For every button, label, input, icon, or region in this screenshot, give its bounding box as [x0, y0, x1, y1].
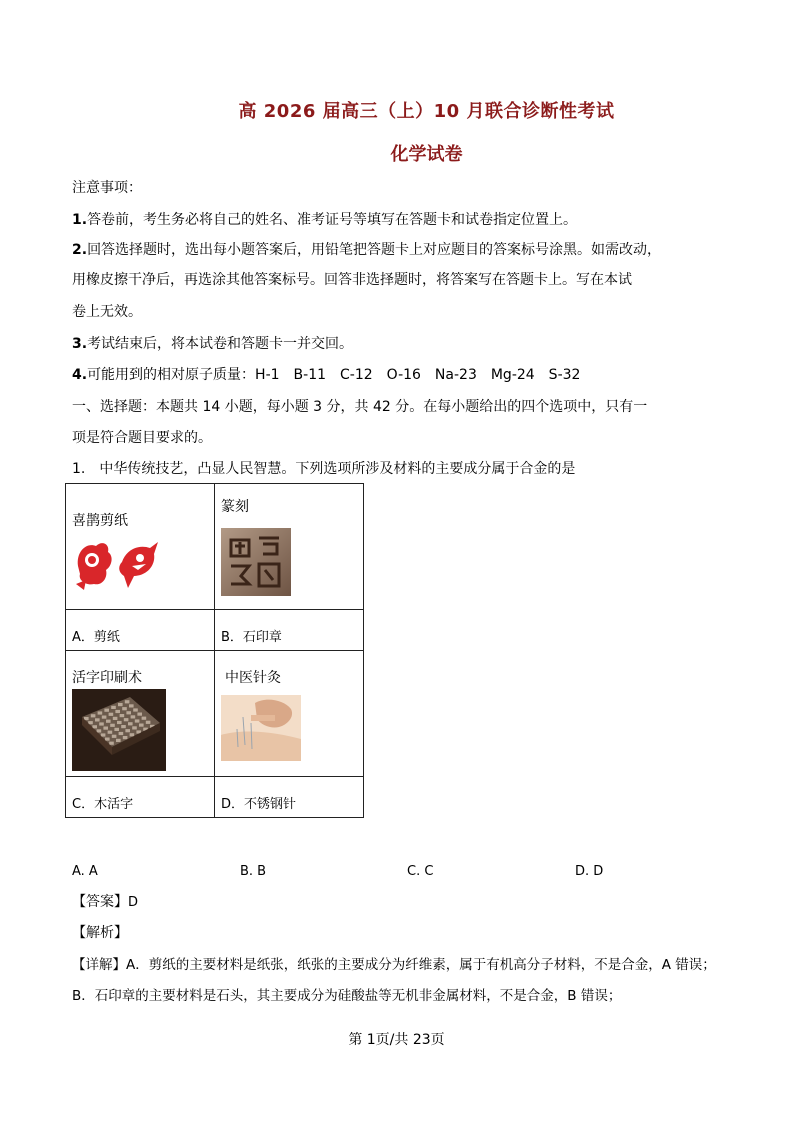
option-c-label-cell: [66, 777, 215, 818]
notice-item-4-number: 4.: [72, 367, 88, 383]
type-block: [111, 706, 116, 709]
type-block: [137, 713, 142, 716]
type-block: [102, 716, 107, 719]
type-block: [108, 731, 113, 734]
stone-seal-image: [221, 528, 291, 596]
option-a-label-cell: [66, 610, 215, 651]
type-block: [88, 721, 93, 724]
type-block: [125, 729, 130, 732]
type-block: [106, 720, 111, 723]
type-block: [119, 732, 124, 735]
type-block: [92, 725, 97, 728]
type-block: [142, 717, 147, 720]
notice-item-1-text: 答卷前，考生务必将自己的姓名、准考证号等填写在答题卡和试卷指定位置上。: [87, 212, 578, 228]
type-block: [98, 711, 103, 714]
detail-line-2: B．石印章的主要材料是石头，其主要成分为硅酸盐等无机非金属材料，不是合金，B 错误；: [72, 988, 622, 1004]
section-instruction-line1: 一、选择题：本题共 14 小题，每小题 3 分，共 42 分。在每小题给出的四个选项中，只有一: [72, 399, 648, 415]
acupuncture-image: [221, 695, 301, 761]
notice-heading: 注意事项：: [72, 180, 142, 196]
type-block: [113, 717, 118, 720]
type-block: [114, 728, 119, 731]
type-block: [121, 725, 126, 728]
type-block: [126, 711, 131, 714]
option-a-label: A．剪纸: [72, 630, 120, 645]
choice-b: B. B: [240, 864, 267, 879]
type-block: [129, 704, 134, 707]
choice-c: C. C: [407, 864, 434, 879]
option-c-label: C．木活字: [72, 797, 134, 812]
type-block: [105, 738, 110, 741]
notice-item-3-text: 考试结束后，将本试卷和答题卡一并交回。: [87, 336, 354, 352]
option-c-image-title: 活字印刷术: [72, 670, 142, 686]
question-1-stem: 1. 中华传统技艺，凸显人民智慧。下列选项所涉及材料的主要成分属于合金的是: [72, 461, 576, 477]
type-block: [116, 739, 121, 742]
notice-item-4-text: 可能用到的相对原子质量：H-1 B-11 C-12 O-16 Na-23 Mg-24 S-32: [87, 367, 581, 383]
option-b-image-title: 篆刻: [221, 499, 249, 515]
notice-item-2-line3: 卷上无效。: [72, 304, 142, 320]
notice-item-3: [72, 334, 353, 354]
type-block: [95, 718, 100, 721]
type-block: [118, 703, 123, 706]
type-block: [130, 733, 135, 736]
type-block: [99, 722, 104, 725]
type-block: [120, 714, 125, 717]
notice-item-1-number: 1.: [72, 212, 88, 228]
type-block: [123, 736, 128, 739]
option-c-image-cell: [66, 651, 215, 777]
answer: [72, 892, 138, 913]
type-block: [131, 715, 136, 718]
choice-d: D. D: [575, 864, 604, 879]
type-block: [112, 735, 117, 738]
exam-title: 高 2026 届高三（上）10 月联合诊断性考试: [238, 101, 615, 122]
notice-item-3-number: 3.: [72, 336, 88, 352]
answer-label: 【答案】: [72, 894, 128, 910]
type-block: [110, 724, 115, 727]
type-block: [132, 726, 137, 729]
exam-subtitle: 化学试卷: [390, 144, 463, 165]
type-block: [97, 729, 102, 732]
answer-value: D: [128, 895, 139, 910]
notice-item-2-line2: 用橡皮擦干净后，再选涂其他答案标号。回答非选择题时，将答案写在答题卡上。写在本试: [72, 272, 632, 288]
type-block: [103, 727, 108, 730]
type-block: [139, 724, 144, 727]
notice-item-4: [72, 365, 580, 385]
type-block: [91, 714, 96, 717]
notice-item-1: [72, 210, 577, 230]
type-block: [101, 733, 106, 736]
section-instruction-line2: 项是符合题目要求的。: [72, 430, 212, 446]
type-block: [128, 722, 133, 725]
detail-label: 【详解】: [72, 957, 126, 973]
notice-item-2-text: 回答选择题时，选出每小题答案后，用铅笔把答题卡上对应题目的答案标号涂黑。如需改动，: [87, 242, 662, 258]
page-number: 第 1页/共 23页: [348, 1032, 445, 1048]
analysis-label: 【解析】: [72, 925, 128, 941]
type-block: [125, 700, 130, 703]
type-block: [117, 721, 122, 724]
option-a-image-title: 喜鹊剪纸: [72, 513, 128, 529]
option-d-label: D．不锈钢针: [221, 797, 297, 812]
notice-item-2-number: 2.: [72, 242, 88, 258]
option-d-image-cell: [215, 651, 364, 777]
type-block: [115, 710, 120, 713]
option-d-image-title: 中医针灸: [225, 670, 281, 686]
type-block: [146, 721, 151, 724]
type-block: [133, 708, 138, 711]
option-b-label: B．石印章: [221, 630, 282, 645]
option-b-label-cell: [215, 610, 364, 651]
option-d-label-cell: [215, 777, 364, 818]
notice-item-2: [72, 240, 661, 260]
paper-cut-magpie-image: [72, 536, 160, 592]
type-block: [109, 742, 114, 745]
type-block: [104, 709, 109, 712]
type-block: [109, 713, 114, 716]
choice-a: A. A: [72, 864, 98, 879]
option-b-image-cell: [215, 484, 364, 610]
movable-type-image: [72, 689, 166, 771]
question-1-options-table: [65, 483, 364, 818]
option-a-image-cell: [66, 484, 215, 610]
type-block: [124, 718, 129, 721]
detail-line-1: [72, 955, 716, 975]
type-block: [135, 719, 140, 722]
type-block: [122, 707, 127, 710]
detail-line-1-text: A．剪纸的主要材料是纸张，纸张的主要成分为纤维素，属于有机高分子材料，不是合金，A 错误；: [126, 957, 716, 973]
